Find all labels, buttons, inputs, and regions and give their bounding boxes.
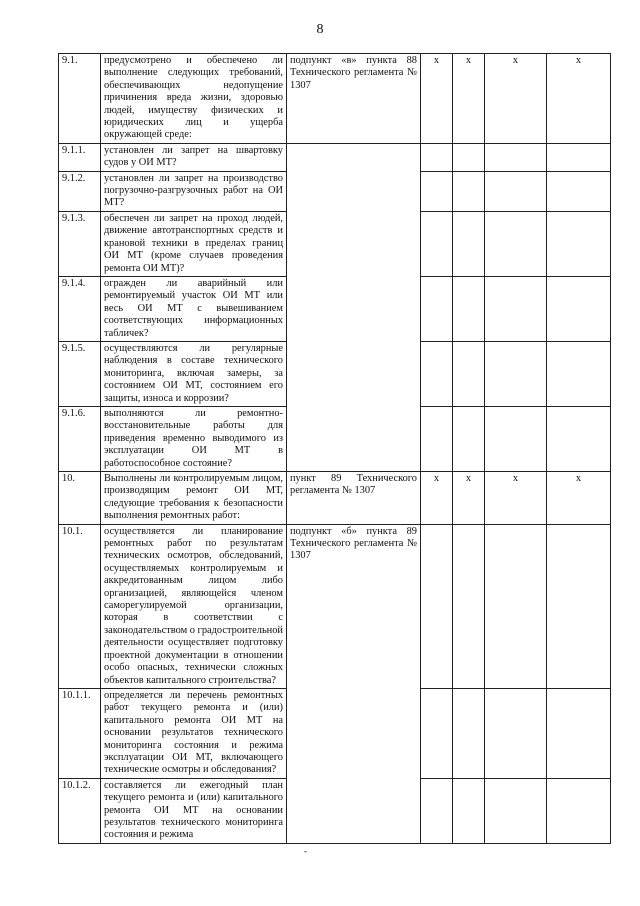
row-answer-cell	[485, 211, 547, 276]
row-number: 9.1.6.	[59, 406, 101, 471]
row-answer-cell	[547, 143, 611, 171]
row-answer-cell: x	[485, 54, 547, 144]
row-number: 10.1.	[59, 524, 101, 688]
row-answer-cell	[485, 276, 547, 341]
row-answer-cell	[421, 276, 453, 341]
row-number: 9.1.1.	[59, 143, 101, 171]
row-answer-cell	[421, 688, 453, 778]
page-footer-mark: -	[304, 846, 307, 856]
row-question: определяется ли перечень ремонтных работ текущего ремонта и (или) капитального ремонта ОИ МТ на основании результатов технического мониторинга состояния и режима эксплуатации ОИ МТ, включающего технические осмотры и обследования?	[101, 688, 287, 778]
row-answer-cell	[485, 406, 547, 471]
row-answer-cell: x	[485, 472, 547, 525]
row-answer-cell	[453, 778, 485, 843]
row-answer-cell	[421, 341, 453, 406]
row-answer-cell	[453, 211, 485, 276]
row-reference: пункт 89 Технического регламента № 1307	[287, 472, 421, 525]
row-reference: подпункт «в» пункта 88 Технического регламента № 1307	[287, 54, 421, 144]
checklist-table	[58, 53, 611, 844]
row-answer-cell	[485, 143, 547, 171]
table-row	[59, 54, 611, 144]
row-number: 9.1.	[59, 54, 101, 144]
row-question: обеспечен ли запрет на проход людей, движение автотранспортных средств и крановой техники в пределах границ ОИ МТ (кроме случаев проведения ремонта ОИ МТ)?	[101, 211, 287, 276]
row-number: 9.1.5.	[59, 341, 101, 406]
row-question: установлен ли запрет на производство погрузочно-разгрузочных работ на ОИ МТ?	[101, 171, 287, 211]
row-answer-cell	[485, 341, 547, 406]
row-question: выполняются ли ремонтно-восстановительные работы для приведения временно выводимого из эксплуатации ОИ МТ в работоспособное состояние?	[101, 406, 287, 471]
table-row	[59, 143, 611, 171]
row-answer-cell	[453, 171, 485, 211]
checklist-body	[59, 54, 611, 844]
row-number: 10.1.2.	[59, 778, 101, 843]
row-answer-cell	[547, 406, 611, 471]
row-answer-cell	[453, 276, 485, 341]
row-answer-cell	[453, 406, 485, 471]
row-answer-cell	[453, 341, 485, 406]
table-row	[59, 472, 611, 525]
row-answer-cell	[547, 276, 611, 341]
page-number: 8	[316, 22, 324, 37]
row-reference-merged: подпункт «б» пункта 89 Технического регламента № 1307	[287, 524, 421, 843]
row-answer-cell	[453, 143, 485, 171]
row-answer-cell	[547, 341, 611, 406]
row-answer-cell	[485, 688, 547, 778]
row-answer-cell	[421, 406, 453, 471]
row-number: 9.1.3.	[59, 211, 101, 276]
row-question: установлен ли запрет на швартовку судов у ОИ МТ?	[101, 143, 287, 171]
row-answer-cell	[485, 778, 547, 843]
row-answer-cell: x	[421, 472, 453, 525]
row-answer-cell	[485, 171, 547, 211]
row-answer-cell: x	[453, 54, 485, 144]
row-answer-cell	[421, 524, 453, 688]
row-question: составляется ли ежегодный план текущего ремонта и (или) капитального ремонта ОИ МТ на основании результатов технического мониторинга состояния и режима	[101, 778, 287, 843]
row-question: предусмотрено и обеспечено ли выполнение следующих требований, обеспечивающих недопущение причинения вреда жизни, здоровью людей, имуществу физических и юридических лиц и ущерба окружающей среде:	[101, 54, 287, 144]
row-answer-cell	[547, 211, 611, 276]
row-answer-cell: x	[547, 54, 611, 144]
row-answer-cell	[547, 778, 611, 843]
row-number: 10.1.1.	[59, 688, 101, 778]
table-row	[59, 524, 611, 688]
row-answer-cell	[421, 211, 453, 276]
row-number: 10.	[59, 472, 101, 525]
row-question: осуществляется ли планирование ремонтных работ по результатам технических осмотров, обследований, осуществляемых контролируемым и аккредитованным лицом либо организацией, являющейся членом саморегулируемой организации, которая в соответствии с законодательством о градостроительной деятельности осуществляет подготовку проектной документации в отношении особо опасных, технически сложных объектов капитального строительства?	[101, 524, 287, 688]
row-question: Выполнены ли контролируемым лицом, производящим ремонт ОИ МТ, следующие требования к безопасности выполнения ремонтных работ:	[101, 472, 287, 525]
row-question: осуществляются ли регулярные наблюдения в составе технического мониторинга, включая замеры, за состоянием ОИ МТ, состоянием его защиты, износа и коррозии?	[101, 341, 287, 406]
row-answer-cell	[485, 524, 547, 688]
row-question: огражден ли аварийный или ремонтируемый участок ОИ МТ или весь ОИ МТ с вывешиванием соответствующих информационных табличек?	[101, 276, 287, 341]
row-answer-cell: x	[453, 472, 485, 525]
row-answer-cell	[453, 688, 485, 778]
row-answer-cell	[547, 688, 611, 778]
row-answer-cell	[421, 143, 453, 171]
row-answer-cell	[421, 778, 453, 843]
row-answer-cell	[421, 171, 453, 211]
row-answer-cell	[547, 171, 611, 211]
row-number: 9.1.4.	[59, 276, 101, 341]
row-reference-merged	[287, 143, 421, 471]
row-answer-cell	[547, 524, 611, 688]
row-answer-cell: x	[421, 54, 453, 144]
row-answer-cell	[453, 524, 485, 688]
row-number: 9.1.2.	[59, 171, 101, 211]
row-answer-cell: x	[547, 472, 611, 525]
